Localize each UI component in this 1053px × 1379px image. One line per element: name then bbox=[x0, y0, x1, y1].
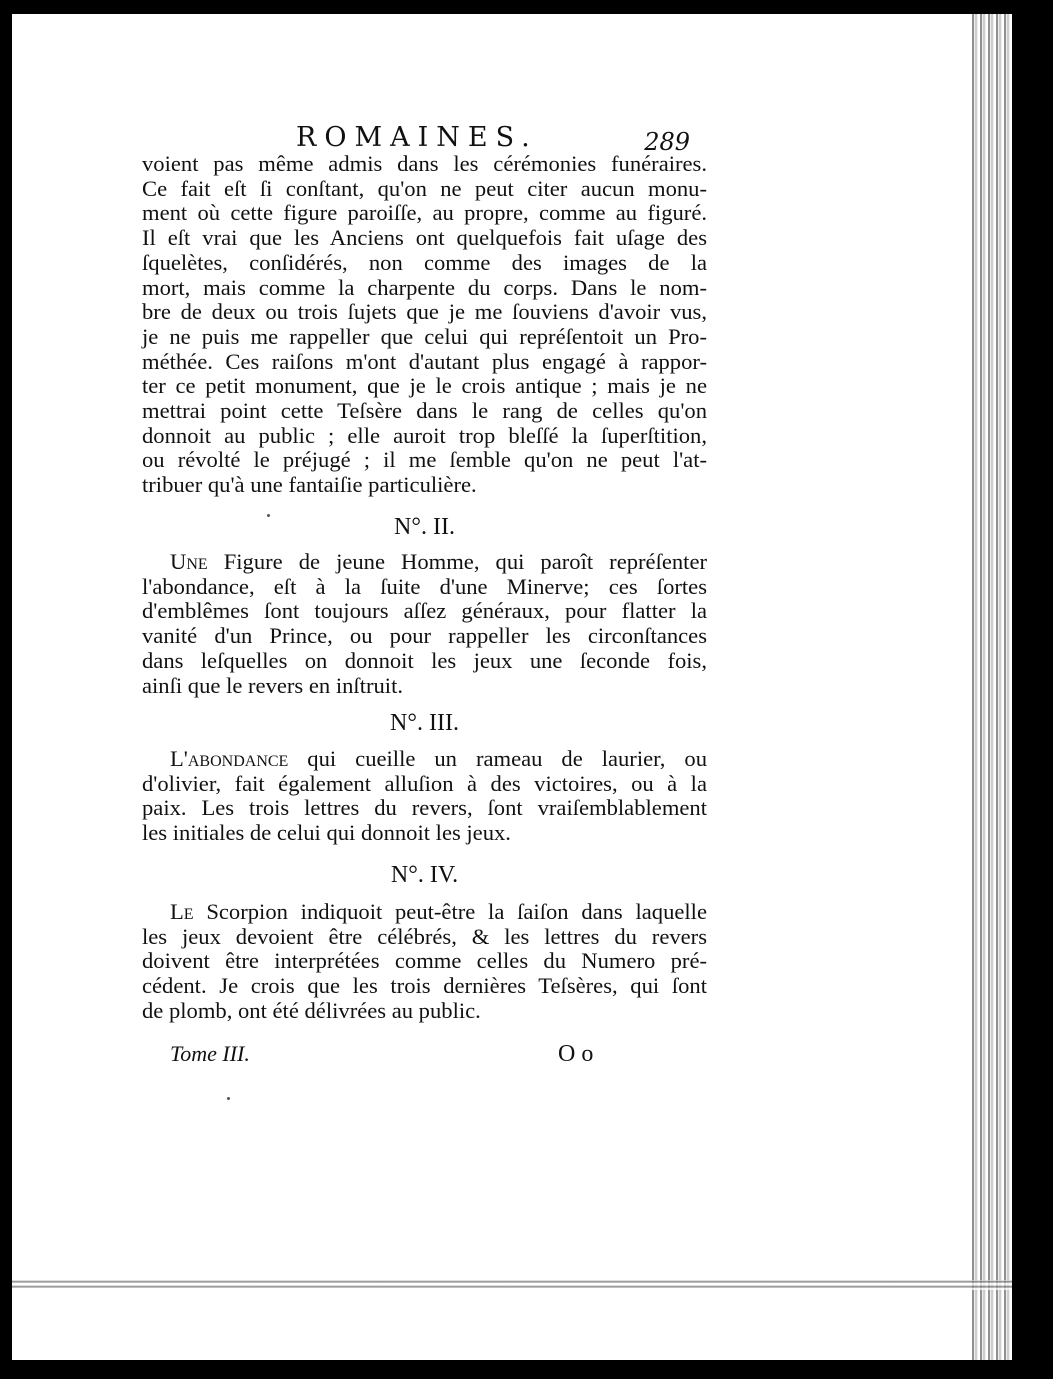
text-line: mettrai point cette Teſsère dans le rang de celles qu'on bbox=[142, 398, 707, 424]
text-line: mort, mais comme la charpente du corps. Dans le nom- bbox=[142, 274, 707, 300]
text-line: donnoit au public ; elle auroit trop bleſſé la ſuperſtition, bbox=[142, 422, 707, 448]
text-line bbox=[142, 550, 707, 575]
text-line: ou révolté le préjugé ; il me ſemble qu'on ne peut l'at- bbox=[142, 447, 707, 473]
text-line: d'olivier, fait également alluſion à des victoires, ou à la bbox=[142, 770, 707, 796]
section-paragraph bbox=[142, 747, 707, 846]
text-line: vanité d'un Prince, ou pour rappeller les circonſtances bbox=[142, 623, 707, 649]
lead-word: L'abondance bbox=[170, 746, 289, 771]
text-line bbox=[142, 900, 707, 925]
text-line bbox=[142, 747, 707, 772]
section-heading: N°. II. bbox=[394, 514, 455, 540]
text-line: d'emblêmes ſont toujours aſſez généraux, pour flatter la bbox=[142, 598, 707, 624]
ink-speck bbox=[267, 514, 270, 517]
intro-paragraph bbox=[142, 152, 707, 498]
text-line: de plomb, ont été délivrées au public. bbox=[142, 997, 481, 1023]
text-line: les initiales de celui qui donnoit les jeux. bbox=[142, 820, 511, 846]
text-line: paix. Les trois lettres du revers, ſont vraiſemblablement bbox=[142, 795, 707, 821]
text-line: ment où cette figure paroiſſe, au propre, comme au figuré. bbox=[142, 200, 707, 226]
text-line: bre de deux ou trois ſujets que je me ſouviens d'avoir vus, bbox=[142, 299, 707, 325]
text-line: doivent être interprétées comme celles du Numero pré- bbox=[142, 948, 707, 974]
ink-speck bbox=[227, 1097, 230, 1100]
book-page bbox=[12, 14, 1012, 1360]
page-edge-shadow bbox=[970, 14, 1012, 1360]
text-line: méthée. Ces raiſons m'ont d'autant plus engagé à rappor- bbox=[142, 348, 707, 374]
text-line: je ne puis me rappeller que celui qui repréſentoit un Pro- bbox=[142, 323, 707, 349]
section-paragraph bbox=[142, 900, 707, 1024]
page-bottom-edge bbox=[12, 1280, 1012, 1290]
section-heading: N°. IV. bbox=[390, 862, 459, 888]
line-text: qui cueille un rameau de laurier, ou bbox=[288, 746, 707, 771]
text-line: ter ce petit monument, que je le crois antique ; mais je ne bbox=[142, 373, 707, 399]
line-text: Figure de jeune Homme, qui paroît repréſenter bbox=[207, 549, 707, 574]
text-line: Ce fait eſt ſi conſtant, qu'on ne peut citer aucun monu- bbox=[142, 175, 707, 201]
line-text: Scorpion indiquoit peut-être la ſaiſon dans laquelle bbox=[193, 899, 707, 924]
signature-mark: Oo bbox=[558, 1041, 600, 1067]
section-paragraph bbox=[142, 550, 707, 698]
lead-word: Une bbox=[170, 549, 208, 574]
text-line: les jeux devoient être célébrés, & les lettres du revers bbox=[142, 923, 707, 949]
text-line: cédent. Je crois que les trois dernières Teſsères, qui ſont bbox=[142, 973, 707, 999]
text-line: l'abondance, eſt à la ſuite d'une Minerve; ces ſortes bbox=[142, 573, 707, 599]
section-heading: N°. III. bbox=[390, 710, 459, 736]
text-line: voient pas même admis dans les cérémonies funéraires. bbox=[142, 151, 707, 176]
text-line: tribuer qu'à une fantaiſie particulière. bbox=[142, 472, 477, 498]
page-number: 289 bbox=[644, 128, 690, 156]
lead-word: Le bbox=[170, 899, 194, 924]
text-line: ſquelètes, conſidérés, non comme des images de la bbox=[142, 249, 707, 275]
text-line: ainſi que le revers en inſtruit. bbox=[142, 672, 403, 698]
text-line: dans leſquelles on donnoit les jeux une ſeconde fois, bbox=[142, 647, 707, 673]
text-line: Il eſt vrai que les Anciens ont quelquefois fait uſage des bbox=[142, 225, 707, 251]
running-head: ROMAINES. bbox=[296, 122, 538, 153]
volume-footer: Tome III. bbox=[170, 1041, 250, 1066]
